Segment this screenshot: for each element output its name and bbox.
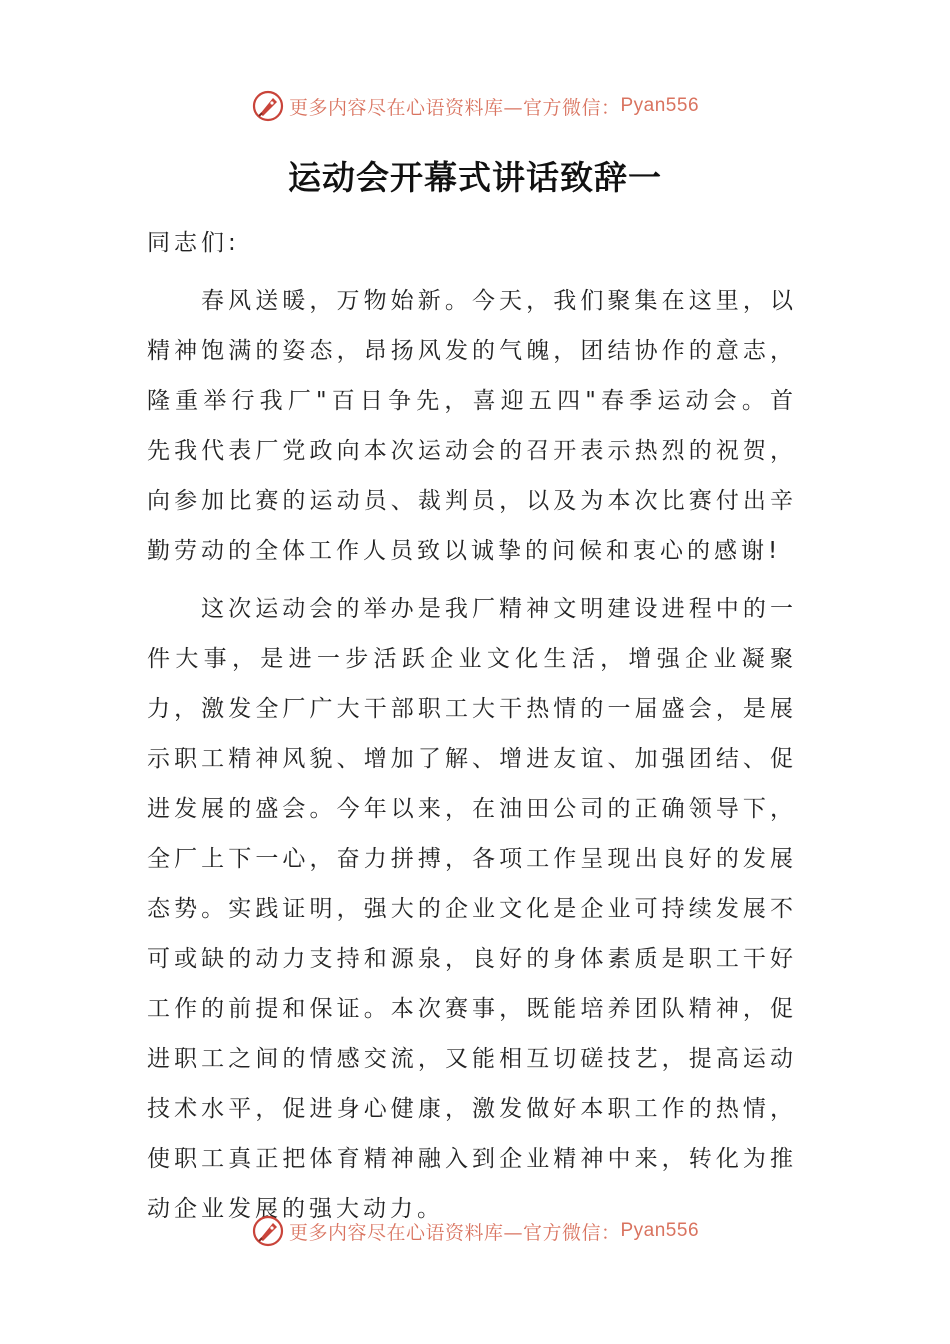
paragraph: 春风送暖，万物始新。今天，我们聚集在这里，以精神饱满的姿态，昂扬风发的气魄，团结协作的意志，隆重举行我厂"百日争先，喜迎五四"春季运动会。首先我代表厂党政向本次运动会的召开表示热烈的祝贺，向参加比赛的运动员、裁判员，以及为本次比赛付出辛勤劳动的全体工作人员致以诚挚的问候和衷心的感谢! [147,288,797,564]
pen-nib-logo-icon [251,89,285,123]
banner-text: 更多内容尽在心语资料库—官方微信： [288,96,621,119]
salutation: 同志们: [147,230,240,256]
pen-nib-logo-icon [251,1214,285,1248]
document-title: 运动会开幕式讲话致辞一 [288,158,662,197]
wechat-handle: Pyan556 [620,95,700,116]
document-body [147,218,797,1242]
footer-watermark-banner [0,1211,950,1251]
paragraph: 这次运动会的举办是我厂精神文明建设进程中的一件大事，是进一步活跃企业文化生活，增强企业凝聚力，激发全厂广大干部职工大干热情的一届盛会，是展示职工精神风貌、增加了解、增进友谊、加强团结、促进发展的盛会。今年以来，在油田公司的正确领导下，全厂上下一心，奋力拼搏，各项工作呈现出良好的发展态势。实践证明，强大的企业文化是企业可持续发展不可或缺的动力支持和源泉，良好的身体素质是职工干好工作的前提和保证。本次赛事，既能培养团队精神，促进职工之间的情感交流，又能相互切磋技艺，提高运动技术水平，促进身心健康，激发做好本职工作的热情，使职工真正把体育精神融入到企业精神中来，转化为推动企业发展的强大动力。 [147,596,797,1222]
header-watermark-banner [0,86,950,126]
wechat-handle: Pyan556 [620,1220,700,1241]
banner-text: 更多内容尽在心语资料库—官方微信： [288,1221,621,1244]
